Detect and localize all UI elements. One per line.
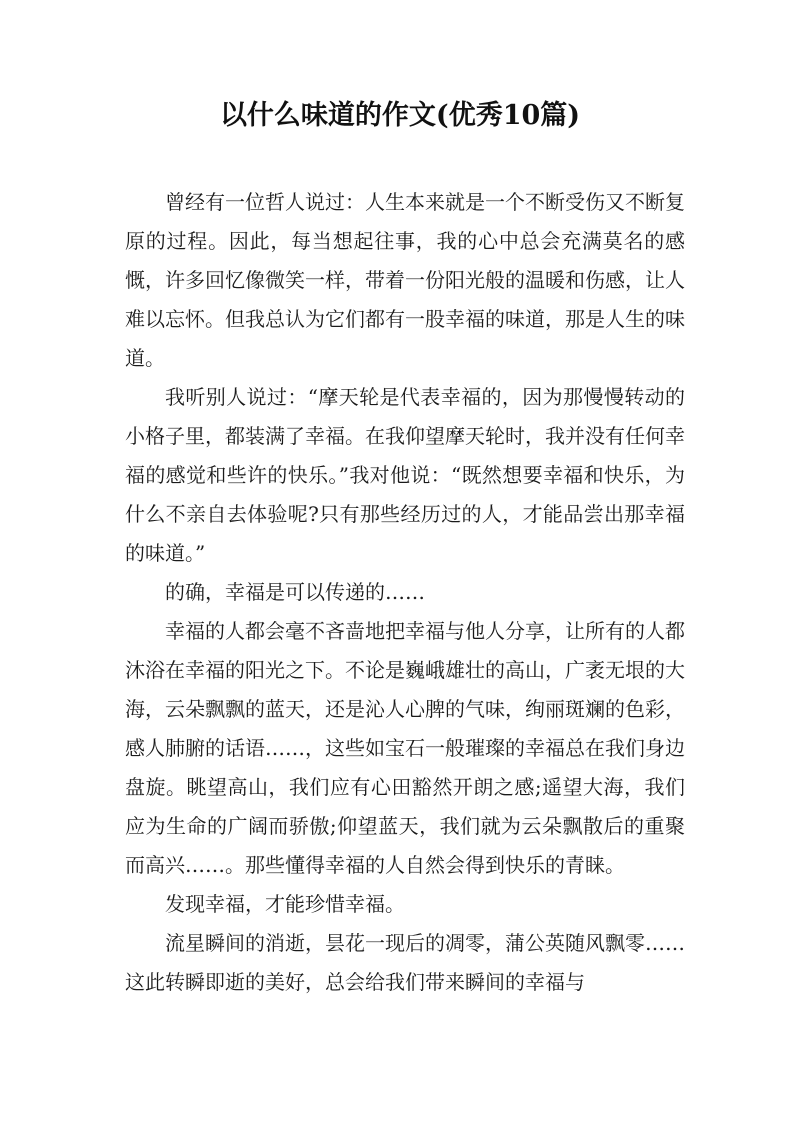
document-body [125,183,685,1002]
document-title: 以什么味道的作文(优秀10篇) [219,100,581,131]
paragraph: 流星瞬间的消逝，昙花一现后的凋零，蒲公英随风飘零……这此转瞬即逝的美好，总会给我们带来瞬间的幸福与 [125,931,685,994]
paragraph: 发现幸福，才能珍惜幸福。 [165,892,405,916]
paragraph: 幸福的人都会毫不吝啬地把幸福与他人分享，让所有的人都沐浴在幸福的阳光之下。不论是巍峨雄壮的高山，广袤无垠的大海，云朵飘飘的蓝天，还是沁人心脾的气味，绚丽斑斓的色彩，感人肺腑的话语……，这些如宝石一般璀璨的幸福总在我们身边盘旋。眺望高山，我们应有心田豁然开朗之感;遥望大海，我们应为生命的广阔而骄傲;仰望蓝天，我们就为云朵飘散后的重聚而高兴……。那些懂得幸福的人自然会得到快乐的青睐。 [125,619,685,877]
paragraph: 我听别人说过：“摩天轮是代表幸福的，因为那慢慢转动的小格子里，都装满了幸福。在我仰望摩天轮时，我并没有任何幸福的感觉和些许的快乐。”我对他说：“既然想要幸福和快乐，为什么不亲自去体验呢?只有那些经历过的人，才能品尝出那幸福的味道。” [125,385,685,565]
paragraph: 曾经有一位哲人说过：人生本来就是一个不断受伤又不断复原的过程。因此，每当想起往事，我的心中总会充满莫名的感慨，许多回忆像微笑一样，带着一份阳光般的温暖和伤感，让人难以忘怀。但我总认为它们都有一股幸福的味道，那是人生的味道。 [125,190,685,370]
paragraph: 的确，幸福是可以传递的…… [165,580,425,604]
